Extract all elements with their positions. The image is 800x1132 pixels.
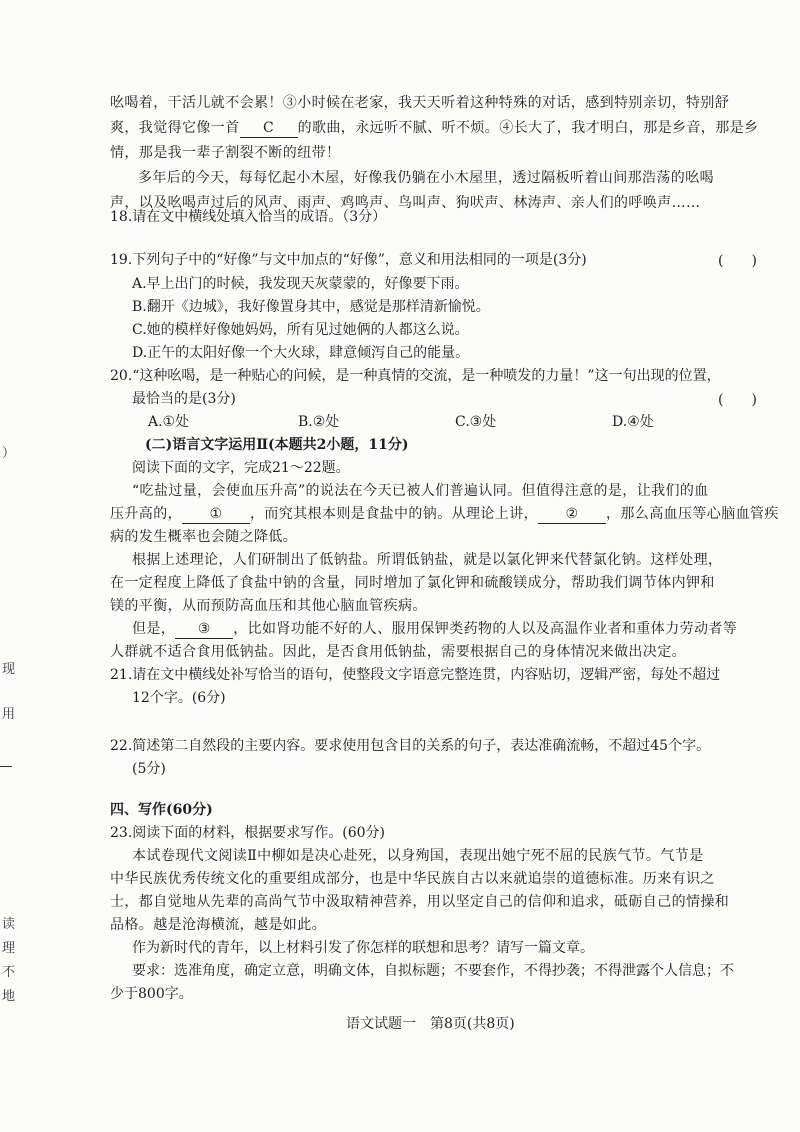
passage-text: 爽，我觉得它像一首 [110,120,240,136]
margin-mark: 不 [2,965,16,980]
writing-prompt: 作为新时代的青年，以上材料引发了你怎样的联想和思考？请写一篇文章。 [132,940,594,956]
passage-text: 的歌曲，永远听不腻、听不烦。④长大了，我才明白，那是乡音，那是乡 [297,120,759,136]
margin-mark: 现 [2,662,16,677]
margin-mark: ） [2,446,16,461]
answer-paren: ( ) [718,253,757,269]
question-23: 23.阅读下面的材料，根据要求写作。(60分) [110,825,386,841]
passage-line: 在一定程度上降低了食盐中钠的含量，同时增加了氯化钾和硫酸镁成分，帮助我们调节体内钾和 [110,575,715,591]
section-title: (二)语言文字运用Ⅱ(本题共2小题，11分) [145,437,409,453]
option-a: A.①处 [148,414,190,430]
passage-line: 声，以及吆喝声过后的风声、雨声、鸡鸣声、鸟叫声、狗吠声、林涛声、亲人们的呼唤声…… [110,195,701,211]
filled-blank: C [240,119,298,138]
option-b: B.②处 [298,414,340,430]
option-d: D.④处 [612,414,654,430]
answer-paren: ( ) [718,392,757,408]
question-20-stem: 20.“这种吆喝，是一种贴心的问候，是一种真情的交流，是一种喷发的力量！”这一句出现的位置， [110,368,721,384]
passage-line [110,504,779,524]
blank-2: ② [538,505,606,524]
option-a: A.早上出门的时候，我发现天灰蒙蒙的，好像要下雨。 [132,276,469,292]
margin-mark: 读 [2,917,16,932]
material-line: 士，都自觉地从先辈的高尚气节中汲取精神营养，用以坚定自己的信仰和追求，砥砺自己的情操和 [110,894,730,910]
passage-line: 镁的平衡，从而预防高血压和其他心脑血管疾病。 [110,598,427,614]
passage-line: 吆喝着，干活儿就不会累！③小时候在老家，我天天听着这种特殊的对话，感到特别亲切，特别舒 [110,95,730,111]
passage-line: “吃盐过量，会使血压升高”的说法在今天已被人们普遍认同。但值得注意的是，让我们的血 [132,483,709,499]
question-18: 18.请在文中横线处填入恰当的成语。（3分） [110,209,387,225]
option-c: C.③处 [455,414,497,430]
passage-line: 人群就不适合食用低钠盐。因此，是否食用低钠盐，需要根据自己的身体情况来做出决定。 [110,644,686,660]
passage-text: 压升高的， [110,506,182,522]
page-footer: 语文试题一 第8页(共8页) [346,1016,515,1032]
material-line: 本试卷现代文阅读Ⅱ中柳如是决心赴死，以身殉国，表现出她宁死不屈的民族气节。气节是 [132,848,704,864]
question-22: (5分) [132,761,166,777]
margin-mark: 地 [2,989,16,1004]
blank-1: ① [182,505,250,524]
question-22: 22.简述第二自然段的主要内容。要求使用包含目的关系的句子，表达准确流畅，不超过45个字。 [110,738,711,754]
passage-text: ，而究其根本则是食盐中的钠。从理论上讲， [250,506,538,522]
option-c: C.她的模样好像她妈妈，所有见过她俩的人都这么说。 [132,322,469,338]
question-21: 12个字。(6分) [132,690,226,706]
passage-line [132,619,737,639]
margin-mark: 理 [2,941,16,956]
blank-3: ③ [175,620,233,639]
question-19-stem: 19.下列句子中的“好像”与文中加点的“好像”，意义和用法相同的一项是(3分) [110,252,587,268]
section-title: 四、写作(60分) [110,802,213,818]
option-b: B.翻开《边城》，我好像置身其中，感觉是那样清新愉悦。 [132,299,490,315]
passage-line [110,118,758,138]
material-line: 品格。越是沧海横流，越是如此。 [110,917,326,933]
passage-line: 情，那是我一辈子割裂不断的纽带！ [110,145,341,161]
passage-text: ，比如肾功能不好的人、服用保钾类药物的人以及高温作业者和重体力劳动者等 [233,621,738,637]
passage-line: 病的发生概率也会随之降低。 [110,529,298,545]
passage-line: 多年后的今天，每每忆起小木屋，好像我仍躺在小木屋里，透过隔板听着山间那浩荡的吆喝 [138,170,714,186]
question-20-stem: 最恰当的是(3分) [132,391,236,407]
material-line: 中华民族优秀传统文化的重要组成部分，也是中华民族自古以来就追崇的道德标准。历来有识之 [110,871,715,887]
writing-requirements: 少于800字。 [110,986,193,1002]
margin-mark: 用 [2,707,16,722]
option-d: D.正午的太阳好像一个大火球，肆意倾泻自己的能量。 [132,345,470,361]
writing-requirements: 要求：选准角度，确定立意，明确文体，自拟标题；不要套作，不得抄袭；不得泄露个人信息；不 [132,963,734,979]
passage-line: 根据上述理论，人们研制出了低钠盐。所谓低钠盐，就是以氯化钾来代替氯化钠。这样处理， [132,552,723,568]
margin-divider [0,766,12,767]
question-21: 21.请在文中横线处补写恰当的语句，使整段文字语意完整连贯，内容贴切，逻辑严密，每处不超过 [110,667,721,683]
passage-text: 但是， [132,621,176,637]
passage-text: ，那么高血压等心脑血管疾 [606,506,779,522]
section-instruction: 阅读下面的文字，完成21～22题。 [132,460,350,476]
